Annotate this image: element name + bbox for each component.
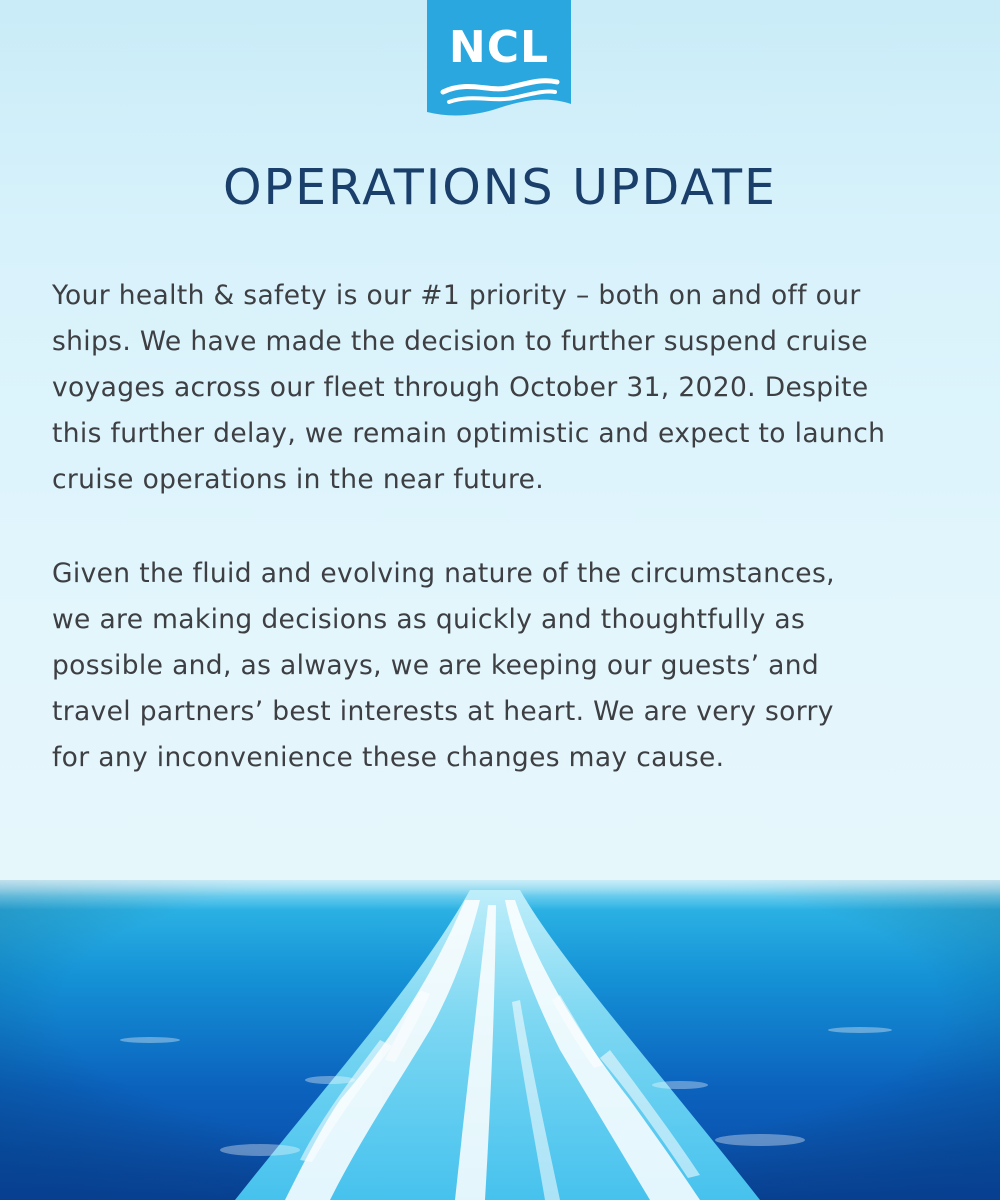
text-line: voyages across our fleet through October 31, 2020. Despite — [52, 372, 869, 403]
ncl-logo — [427, 0, 571, 122]
text-line: cruise operations in the near future. — [52, 464, 545, 495]
paragraph-apology — [52, 551, 952, 781]
text-line: ships. We have made the decision to further suspend cruise — [52, 326, 868, 357]
text-line: Given the fluid and evolving nature of the circumstances, — [52, 558, 835, 589]
text-line: possible and, as always, we are keeping our guests’ and — [52, 650, 820, 681]
text-line: we are making decisions as quickly and thoughtfully as — [52, 604, 806, 635]
svg-text:NCL: NCL — [448, 22, 550, 73]
text-line: this further delay, we remain optimistic and expect to launch — [52, 418, 886, 449]
text-line: Your health & safety is our #1 priority – both on and off our — [52, 280, 861, 311]
paragraph-suspension-notice — [52, 273, 952, 503]
page-title: OPERATIONS UPDATE — [222, 159, 778, 216]
text-line: travel partners’ best interests at heart. We are very sorry — [52, 696, 834, 727]
text-line: for any inconvenience these changes may cause. — [52, 742, 725, 773]
